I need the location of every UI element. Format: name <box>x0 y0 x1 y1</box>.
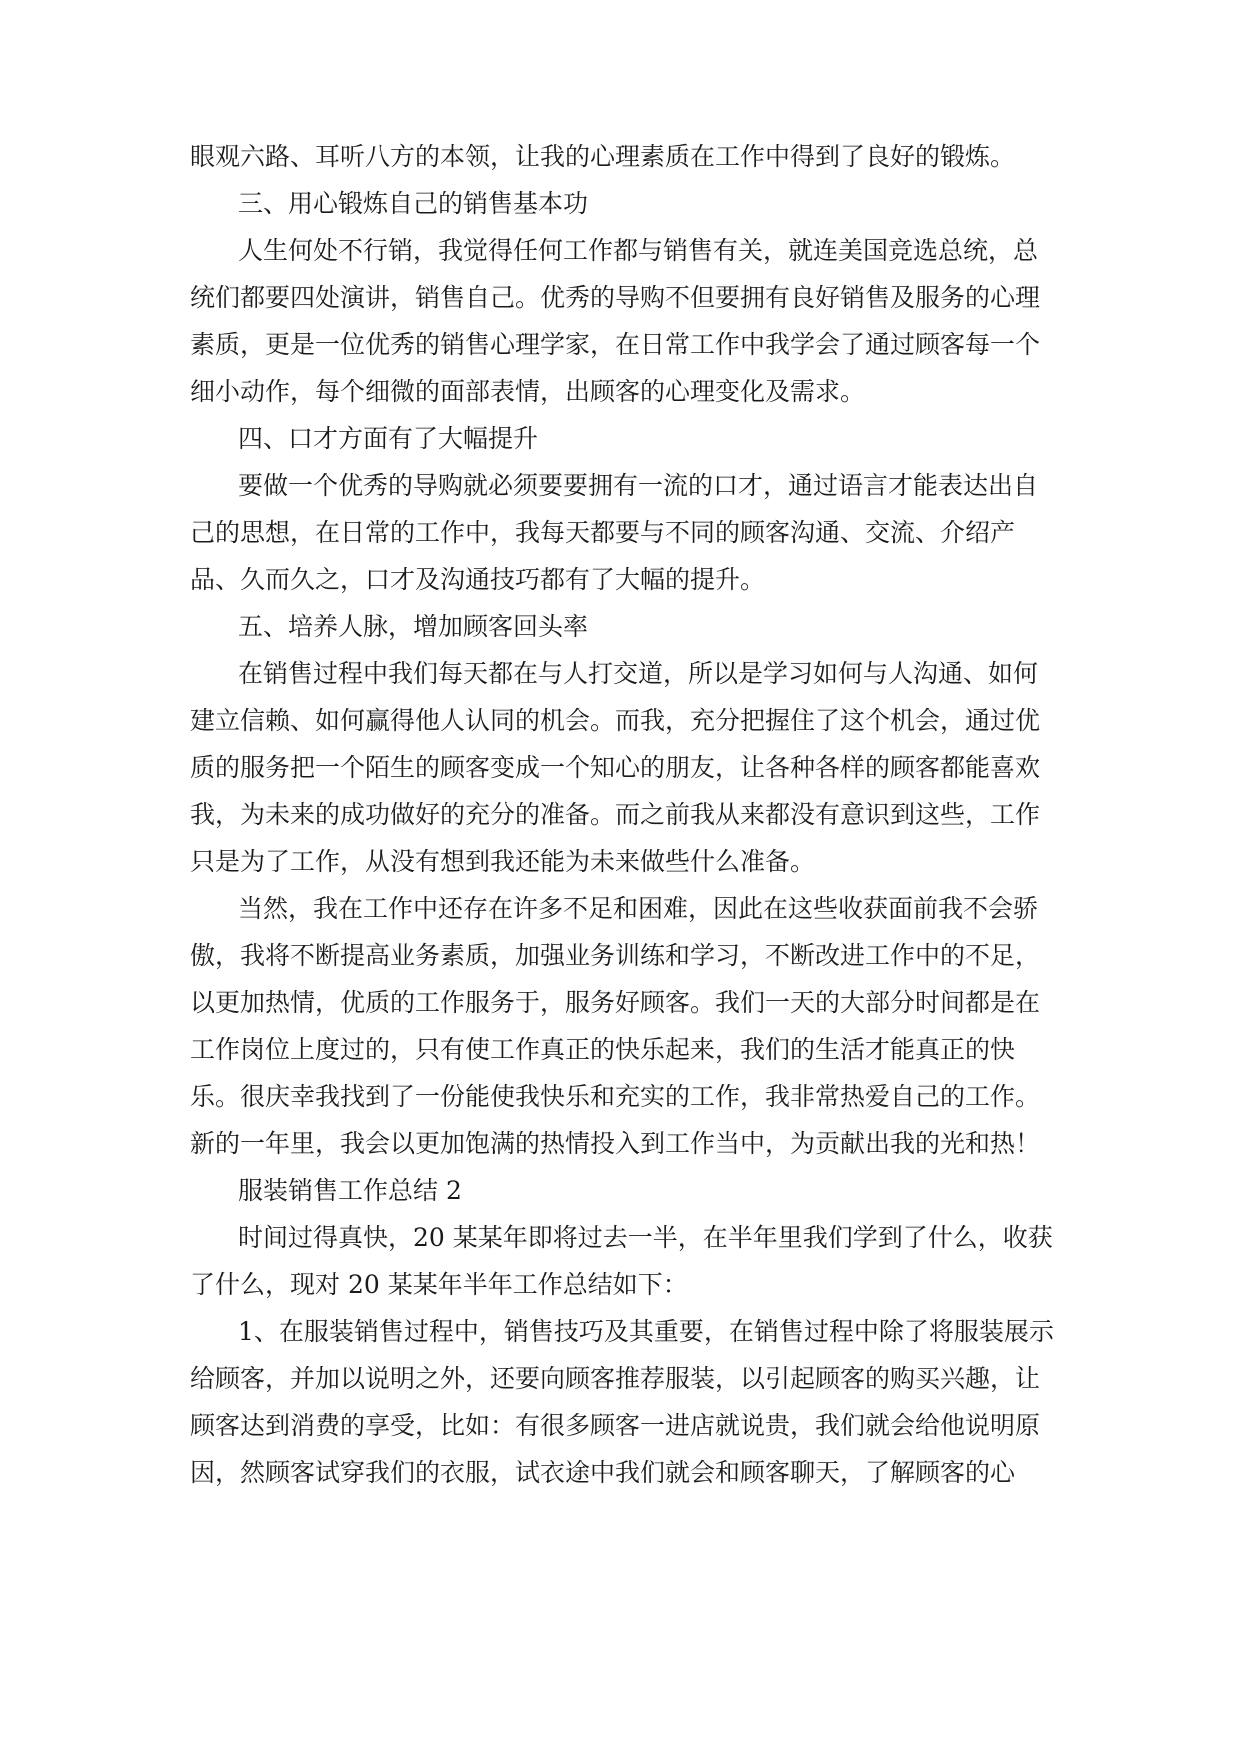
text-line: 时间过得真快，20 某某年即将过去一半，在半年里我们学到了什么，收获 <box>238 1223 1053 1252</box>
section-heading: 四、口才方面有了大幅提升 <box>238 424 539 453</box>
text-line: 新的一年里，我会以更加饱满的热情投入到工作当中，为贡献出我的光和热！ <box>190 1129 1041 1158</box>
text-line: 人生何处不行销，我觉得任何工作都与销售有关，就连美国竞选总统，总 <box>238 236 1039 265</box>
text-line: 只是为了工作，从没有想到我还能为未来做些什么准备。 <box>190 847 816 876</box>
section-heading: 五、培养人脉，增加顾客回头率 <box>238 612 589 641</box>
text-line: 要做一个优秀的导购就必须要要拥有一流的口才，通过语言才能表达出自 <box>238 471 1039 500</box>
text-line: 给顾客，并加以说明之外，还要向顾客推荐服装，以引起顾客的购买兴趣，让 <box>190 1364 1041 1393</box>
text-line: 乐。很庆幸我找到了一份能使我快乐和充实的工作，我非常热爱自己的工作。 <box>190 1082 1041 1111</box>
text-line: 建立信赖、如何赢得他人认同的机会。而我，充分把握住了这个机会，通过优 <box>190 706 1041 735</box>
text-line: 当然，我在工作中还存在许多不足和困难，因此在这些收获面前我不会骄 <box>238 894 1039 923</box>
text-line: 以更加热情，优质的工作服务于，服务好顾客。我们一天的大部分时间都是在 <box>190 988 1041 1017</box>
text-line: 统们都要四处演讲，销售自己。优秀的导购不但要拥有良好销售及服务的心理 <box>190 283 1041 312</box>
text-line: 了什么，现对 20 某某年半年工作总结如下： <box>190 1270 688 1299</box>
text-line: 质的服务把一个陌生的顾客变成一个知心的朋友，让各种各样的顾客都能喜欢 <box>190 753 1041 782</box>
text-line: 在销售过程中我们每天都在与人打交道，所以是学习如何与人沟通、如何 <box>238 659 1039 688</box>
text-line: 细小动作，每个细微的面部表情，出顾客的心理变化及需求。 <box>190 377 866 406</box>
text-line: 1、在服装销售过程中，销售技巧及其重要，在销售过程中除了将服装展示 <box>238 1317 1054 1346</box>
text-line: 我，为未来的成功做好的充分的准备。而之前我从来都没有意识到这些，工作 <box>190 800 1041 829</box>
text-line: 顾客达到消费的享受，比如：有很多顾客一进店就说贵，我们就会给他说明原 <box>190 1411 1041 1440</box>
text-line: 工作岗位上度过的，只有使工作真正的快乐起来，我们的生活才能真正的快 <box>190 1035 1016 1064</box>
section-title: 服装销售工作总结 2 <box>238 1176 462 1205</box>
text-line: 傲，我将不断提高业务素质，加强业务训练和学习，不断改进工作中的不足， <box>190 941 1041 970</box>
text-line: 品、久而久之，口才及沟通技巧都有了大幅的提升。 <box>190 565 766 594</box>
text-line: 眼观六路、耳听八方的本领，让我的心理素质在工作中得到了良好的锻炼。 <box>190 142 1016 171</box>
text-line: 因，然顾客试穿我们的衣服，试衣途中我们就会和顾客聊天，了解顾客的心 <box>190 1458 1016 1487</box>
text-line: 素质，更是一位优秀的销售心理学家，在日常工作中我学会了通过顾客每一个 <box>190 330 1041 359</box>
text-line: 己的思想，在日常的工作中，我每天都要与不同的顾客沟通、交流、介绍产 <box>190 518 1016 547</box>
section-heading: 三、用心锻炼自己的销售基本功 <box>238 189 589 218</box>
